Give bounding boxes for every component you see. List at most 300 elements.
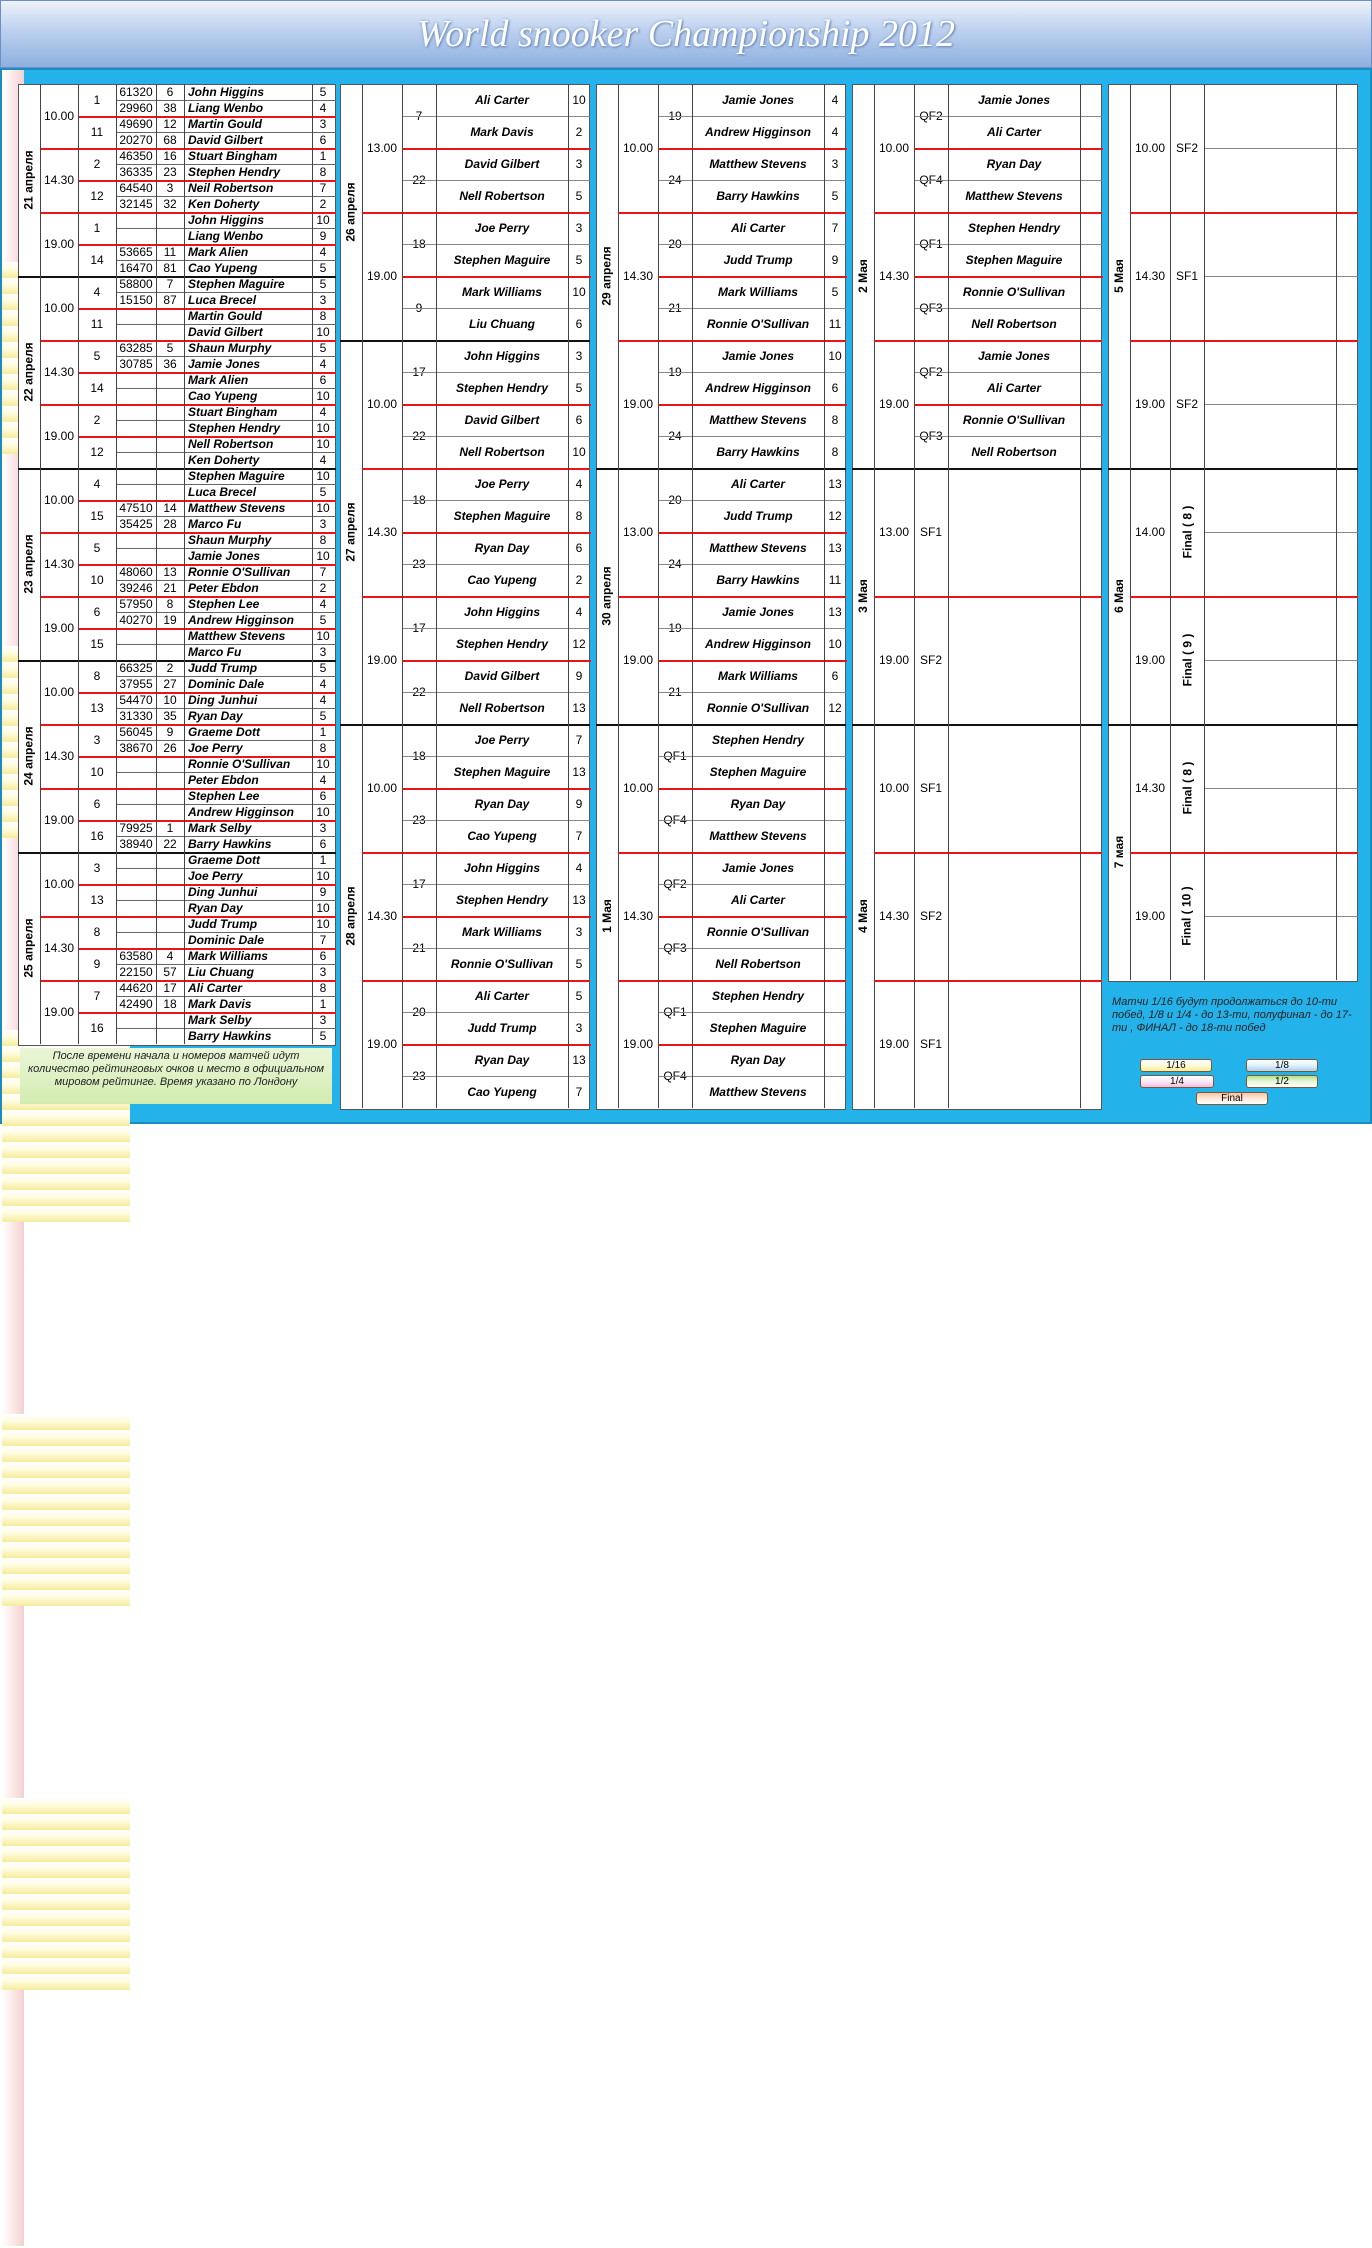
match-number: 19 bbox=[668, 621, 682, 635]
player-cell-bg bbox=[2, 1142, 130, 1158]
row-divider bbox=[618, 980, 846, 982]
date-label bbox=[596, 84, 618, 468]
frames-won: 9 bbox=[319, 885, 327, 899]
frames-won: 5 bbox=[319, 613, 327, 627]
time-cell: 19.00 bbox=[622, 653, 654, 667]
frames-won: 5 bbox=[319, 709, 327, 723]
frames-won: 4 bbox=[319, 453, 327, 467]
player-name: Barry Hawkins bbox=[188, 1029, 272, 1043]
player-name: Andrew Higginson bbox=[705, 637, 811, 651]
row-divider bbox=[116, 420, 336, 421]
row-divider bbox=[116, 292, 336, 293]
match-label: SF2 bbox=[1175, 397, 1198, 411]
frames-won: 6 bbox=[575, 541, 583, 555]
rating-points: 15150 bbox=[119, 293, 153, 307]
match-number: 8 bbox=[93, 669, 101, 683]
row-divider bbox=[116, 228, 336, 229]
rating-points: 44620 bbox=[119, 981, 153, 995]
time-cell: 19.00 bbox=[43, 621, 75, 635]
player-name: Stephen Maguire bbox=[709, 1021, 807, 1035]
player-name: Ali Carter bbox=[730, 221, 786, 235]
row-divider bbox=[40, 340, 336, 342]
match-number: QF1 bbox=[663, 1005, 687, 1019]
match-number: QF4 bbox=[919, 173, 943, 187]
world-rank: 38 bbox=[163, 101, 177, 115]
player-name: Jamie Jones bbox=[977, 93, 1051, 107]
row-divider bbox=[116, 612, 336, 613]
world-rank: 57 bbox=[163, 965, 177, 979]
match-number: 2 bbox=[93, 413, 101, 427]
match-number: 17 bbox=[412, 877, 426, 891]
player-name: Joe Perry bbox=[474, 221, 530, 235]
frames-won: 3 bbox=[319, 1013, 327, 1027]
date-label-label: 24 апреля bbox=[22, 726, 37, 786]
player-name: Stephen Maguire bbox=[965, 253, 1063, 267]
player-cell-bg bbox=[2, 1446, 130, 1462]
date-label-label: 29 апреля bbox=[600, 246, 615, 306]
row-divider bbox=[116, 996, 336, 997]
frames-won: 9 bbox=[319, 229, 327, 243]
frames-won: 3 bbox=[575, 157, 583, 171]
player-name: Ali Carter bbox=[474, 989, 530, 1003]
frames-won: 1 bbox=[319, 725, 327, 739]
date-cell bbox=[2, 1222, 24, 1414]
frames-won: 5 bbox=[319, 1029, 327, 1043]
row-divider bbox=[116, 740, 336, 741]
world-rank: 6 bbox=[166, 85, 174, 99]
row-divider bbox=[116, 772, 336, 773]
row-divider bbox=[658, 372, 846, 373]
frames-won: 12 bbox=[828, 509, 842, 523]
player-name: Barry Hawkins bbox=[188, 837, 272, 851]
player-cell-bg bbox=[2, 1558, 130, 1574]
row-divider bbox=[402, 532, 591, 534]
row-divider bbox=[658, 532, 847, 534]
player-name: Peter Ebdon bbox=[188, 773, 259, 787]
frames-won: 11 bbox=[828, 573, 842, 587]
time-cell: 14.30 bbox=[878, 909, 910, 923]
match-number: 24 bbox=[668, 173, 682, 187]
row-divider bbox=[40, 596, 336, 598]
world-rank: 22 bbox=[163, 837, 177, 851]
rating-points: 47510 bbox=[119, 501, 153, 515]
row-divider bbox=[658, 788, 847, 790]
match-number: SF1 bbox=[919, 781, 942, 795]
time-cell: 19.00 bbox=[43, 237, 75, 251]
player-name: Shaun Murphy bbox=[188, 533, 272, 547]
rating-points: 48060 bbox=[119, 565, 153, 579]
match-number: 17 bbox=[412, 621, 426, 635]
rating-points: 54470 bbox=[119, 693, 153, 707]
player-name: Joe Perry bbox=[474, 733, 530, 747]
frames-won: 4 bbox=[319, 693, 327, 707]
match-number: 12 bbox=[90, 445, 104, 459]
frames-won: 5 bbox=[575, 189, 583, 203]
row-divider bbox=[116, 1028, 336, 1029]
date-label bbox=[1108, 84, 1130, 468]
frames-won: 7 bbox=[319, 933, 327, 947]
player-name: Stephen Lee bbox=[188, 597, 260, 611]
time-cell: 14.30 bbox=[43, 557, 75, 571]
player-name: Ronnie O'Sullivan bbox=[706, 925, 810, 939]
match-number: 23 bbox=[412, 1069, 426, 1083]
column-divider bbox=[184, 84, 185, 1044]
date-label bbox=[340, 84, 362, 340]
row-divider bbox=[40, 148, 336, 150]
player-name: Luca Brecel bbox=[188, 293, 257, 307]
match-number: 5 bbox=[93, 541, 101, 555]
column-divider bbox=[1130, 84, 1131, 980]
column-divider bbox=[362, 84, 363, 1108]
player-name: Stephen Maguire bbox=[453, 253, 551, 267]
player-name: David Gilbert bbox=[464, 413, 540, 427]
world-rank: 18 bbox=[163, 997, 177, 1011]
player-cell-bg bbox=[2, 1190, 130, 1206]
player-cell-bg bbox=[2, 1462, 130, 1478]
player-name: Mark Alien bbox=[188, 245, 249, 259]
player-cell-bg bbox=[2, 1542, 130, 1558]
frames-won: 4 bbox=[575, 477, 583, 491]
row-divider bbox=[1204, 404, 1358, 405]
frames-won: 12 bbox=[828, 701, 842, 715]
player-name: Ryan Day bbox=[188, 901, 243, 915]
player-name: Ryan Day bbox=[730, 1053, 786, 1067]
player-cell-bg bbox=[2, 1174, 130, 1190]
match-number: 23 bbox=[412, 557, 426, 571]
match-number: 19 bbox=[668, 365, 682, 379]
column-divider bbox=[40, 84, 41, 1044]
row-divider bbox=[402, 692, 590, 693]
rules-note: Матчи 1/16 будут продолжаться до 10-ти побед, 1/8 и 1/4 - до 13-ти, полуфинал - до 17-ти , ФИНАЛ - до 18-ти побед bbox=[1112, 996, 1352, 1034]
row-divider bbox=[362, 980, 590, 982]
date-label bbox=[596, 724, 618, 1108]
legend-r2: 1/2 bbox=[1246, 1075, 1318, 1088]
world-rank: 87 bbox=[163, 293, 177, 307]
rating-points: 22150 bbox=[119, 965, 153, 979]
player-cell-bg bbox=[2, 1942, 130, 1958]
row-divider bbox=[658, 180, 846, 181]
frames-won: 5 bbox=[319, 85, 327, 99]
world-rank: 13 bbox=[163, 565, 177, 579]
match-number: QF2 bbox=[663, 877, 687, 891]
match-number: 20 bbox=[412, 1005, 426, 1019]
player-cell-bg bbox=[2, 1526, 130, 1542]
player-name: Stuart Bingham bbox=[188, 149, 278, 163]
player-cell-bg bbox=[2, 1814, 130, 1830]
date-label bbox=[596, 468, 618, 724]
player-name: Stephen Hendry bbox=[967, 221, 1060, 235]
date-label-label: 1 Мая bbox=[600, 899, 615, 933]
column-divider bbox=[874, 84, 875, 1108]
player-name: Nell Robertson bbox=[459, 189, 545, 203]
row-divider bbox=[116, 388, 336, 389]
match-number: 9 bbox=[415, 301, 423, 315]
column-divider bbox=[914, 84, 915, 1108]
world-rank: 81 bbox=[163, 261, 177, 275]
time-cell: 10.00 bbox=[622, 781, 654, 795]
row-divider bbox=[914, 116, 1102, 117]
date-label bbox=[18, 852, 40, 1044]
date-label-label: 25 апреля bbox=[22, 918, 37, 978]
row-divider bbox=[402, 500, 590, 501]
player-cell-bg bbox=[2, 1878, 130, 1894]
player-name: Jamie Jones bbox=[188, 549, 261, 563]
row-divider bbox=[658, 948, 846, 949]
frames-won: 5 bbox=[575, 381, 583, 395]
row-divider bbox=[402, 756, 590, 757]
row-divider bbox=[1130, 340, 1358, 342]
match-number: 16 bbox=[90, 1021, 104, 1035]
row-divider bbox=[658, 1012, 846, 1013]
time-cell: 19.00 bbox=[1134, 653, 1166, 667]
frames-won: 6 bbox=[575, 413, 583, 427]
match-number: 7 bbox=[93, 989, 101, 1003]
row-divider bbox=[658, 436, 846, 437]
row-divider bbox=[116, 516, 336, 517]
row-divider bbox=[116, 804, 336, 805]
frames-won: 4 bbox=[319, 357, 327, 371]
column-divider bbox=[1336, 84, 1337, 980]
player-name: Ronnie O'Sullivan bbox=[962, 413, 1066, 427]
rating-points: 49690 bbox=[119, 117, 153, 131]
match-number: 20 bbox=[668, 493, 682, 507]
player-name: Ryan Day bbox=[474, 1053, 530, 1067]
frames-won: 13 bbox=[572, 1053, 586, 1067]
frames-won: 10 bbox=[316, 629, 330, 643]
player-name: Ali Carter bbox=[188, 981, 243, 995]
rating-points: 46350 bbox=[119, 149, 153, 163]
frames-won: 9 bbox=[831, 253, 839, 267]
time-cell: 19.00 bbox=[43, 429, 75, 443]
legend-r4: 1/4 bbox=[1140, 1075, 1214, 1088]
match-number: 14 bbox=[90, 381, 104, 395]
player-name: Joe Perry bbox=[188, 741, 243, 755]
date-label-label: 4 Мая bbox=[856, 899, 871, 933]
frames-won: 8 bbox=[831, 445, 839, 459]
row-divider bbox=[914, 372, 1102, 373]
player-name: Jamie Jones bbox=[977, 349, 1051, 363]
frames-won: 10 bbox=[572, 285, 586, 299]
row-divider bbox=[116, 356, 336, 357]
row-divider bbox=[1130, 852, 1358, 854]
row-divider bbox=[40, 212, 336, 214]
frames-won: 3 bbox=[319, 965, 327, 979]
player-name: Stephen Maguire bbox=[188, 469, 285, 483]
rating-points: 20270 bbox=[119, 133, 153, 147]
rating-points: 31330 bbox=[119, 709, 153, 723]
player-name: Matthew Stevens bbox=[188, 629, 286, 643]
rating-points: 35425 bbox=[119, 517, 153, 531]
row-divider bbox=[116, 964, 336, 965]
frames-won: 12 bbox=[572, 637, 586, 651]
header-banner bbox=[0, 0, 1372, 68]
row-divider bbox=[116, 484, 336, 485]
player-cell-bg bbox=[2, 1126, 130, 1142]
time-cell: 10.00 bbox=[878, 141, 910, 155]
frames-won: 10 bbox=[316, 869, 330, 883]
column-divider bbox=[568, 84, 569, 1108]
row-divider bbox=[402, 308, 590, 309]
player-name: Stephen Hendry bbox=[711, 989, 804, 1003]
legend-r8: 1/8 bbox=[1246, 1059, 1318, 1072]
player-name: Barry Hawkins bbox=[716, 445, 800, 459]
frames-won: 4 bbox=[319, 597, 327, 611]
world-rank: 8 bbox=[166, 597, 174, 611]
frames-won: 13 bbox=[572, 893, 586, 907]
player-name: Marco Fu bbox=[188, 517, 242, 531]
player-name: Barry Hawkins bbox=[716, 189, 800, 203]
frames-won: 10 bbox=[316, 549, 330, 563]
match-number: 17 bbox=[412, 365, 426, 379]
player-name: Ronnie O'Sullivan bbox=[450, 957, 554, 971]
frames-won: 5 bbox=[319, 341, 327, 355]
player-cell-bg bbox=[2, 2246, 132, 2248]
frames-won: 9 bbox=[575, 669, 583, 683]
row-divider bbox=[658, 564, 846, 565]
player-name: Ronnie O'Sullivan bbox=[188, 757, 291, 771]
frames-won: 10 bbox=[316, 901, 330, 915]
world-rank: 9 bbox=[166, 725, 174, 739]
world-rank: 5 bbox=[166, 341, 174, 355]
frames-won: 6 bbox=[319, 837, 327, 851]
player-cell-bg bbox=[2, 1510, 130, 1526]
player-name: Martin Gould bbox=[188, 309, 262, 323]
rating-points: 58800 bbox=[119, 277, 153, 291]
time-cell: 14.30 bbox=[366, 525, 398, 539]
row-divider bbox=[40, 980, 336, 982]
player-name: Jamie Jones bbox=[721, 861, 795, 875]
match-number: 14 bbox=[90, 253, 104, 267]
player-name: Luca Brecel bbox=[188, 485, 257, 499]
frames-won: 10 bbox=[316, 389, 330, 403]
match-number: SF1 bbox=[919, 525, 942, 539]
date-label bbox=[18, 84, 40, 276]
row-divider bbox=[116, 100, 336, 101]
schedule-board bbox=[0, 68, 1372, 1124]
match-number: 18 bbox=[412, 749, 426, 763]
frames-won: 10 bbox=[316, 805, 330, 819]
match-number: 5 bbox=[93, 349, 101, 363]
frames-won: 10 bbox=[316, 421, 330, 435]
row-divider bbox=[658, 884, 846, 885]
player-cell-bg bbox=[2, 1862, 130, 1878]
player-name: Mark Selby bbox=[188, 1013, 252, 1027]
column-divider bbox=[1170, 84, 1171, 980]
world-rank: 36 bbox=[163, 357, 177, 371]
time-cell: 14.30 bbox=[43, 173, 75, 187]
row-divider bbox=[914, 180, 1102, 181]
player-name: Jamie Jones bbox=[721, 93, 795, 107]
frames-won: 8 bbox=[319, 533, 327, 547]
date-label bbox=[852, 468, 874, 724]
date-label-label: 27 апреля bbox=[344, 502, 359, 562]
row-divider bbox=[914, 244, 1102, 245]
world-rank: 35 bbox=[163, 709, 177, 723]
row-divider bbox=[874, 596, 1102, 598]
player-name: Andrew Higginson bbox=[705, 381, 811, 395]
world-rank: 27 bbox=[163, 677, 177, 691]
player-name: David Gilbert bbox=[188, 325, 263, 339]
row-divider bbox=[658, 308, 846, 309]
match-number: 15 bbox=[90, 509, 104, 523]
match-number: SF2 bbox=[919, 909, 942, 923]
frames-won: 4 bbox=[319, 405, 327, 419]
time-cell: 14.30 bbox=[622, 909, 654, 923]
row-divider bbox=[116, 676, 336, 677]
frames-won: 3 bbox=[831, 157, 839, 171]
frames-won: 2 bbox=[575, 573, 583, 587]
time-cell: 19.00 bbox=[366, 653, 398, 667]
frames-won: 4 bbox=[831, 125, 839, 139]
row-divider bbox=[1204, 148, 1358, 149]
world-rank: 32 bbox=[163, 197, 177, 211]
date-label bbox=[18, 276, 40, 468]
rating-points: 30785 bbox=[119, 357, 153, 371]
player-name: Liang Wenbo bbox=[188, 101, 264, 115]
date-label-label: 6 Мая bbox=[1112, 579, 1127, 613]
frames-won: 5 bbox=[831, 285, 839, 299]
match-label-label: Final ( 10 ) bbox=[1180, 886, 1194, 946]
row-divider bbox=[40, 916, 336, 918]
player-name: Ali Carter bbox=[474, 93, 530, 107]
player-name: Graeme Dott bbox=[188, 725, 261, 739]
row-divider bbox=[362, 468, 590, 470]
row-divider bbox=[40, 724, 336, 726]
frames-won: 5 bbox=[319, 277, 327, 291]
date-label bbox=[18, 468, 40, 660]
frames-won: 7 bbox=[575, 1085, 583, 1099]
player-cell-bg bbox=[2, 1926, 130, 1942]
world-rank: 7 bbox=[166, 277, 174, 291]
frames-won: 3 bbox=[575, 925, 583, 939]
row-divider bbox=[1204, 276, 1358, 277]
match-number: QF3 bbox=[919, 429, 943, 443]
row-divider bbox=[658, 1044, 847, 1046]
frames-won: 6 bbox=[319, 373, 327, 387]
rating-points: 40270 bbox=[119, 613, 153, 627]
frames-won: 4 bbox=[575, 605, 583, 619]
player-name: Ding Junhui bbox=[188, 885, 258, 899]
player-name: Mark Williams bbox=[462, 285, 542, 299]
row-divider bbox=[618, 340, 846, 342]
player-name: Matthew Stevens bbox=[709, 829, 807, 843]
time-cell: 19.00 bbox=[622, 1037, 654, 1051]
row-divider bbox=[658, 276, 847, 278]
match-number: 10 bbox=[90, 573, 104, 587]
player-name: Liu Chuang bbox=[469, 317, 535, 331]
frames-won: 4 bbox=[319, 245, 327, 259]
match-number: 22 bbox=[412, 173, 426, 187]
row-divider bbox=[402, 628, 590, 629]
date-label bbox=[852, 724, 874, 1108]
rating-points: 57950 bbox=[119, 597, 153, 611]
date-cell bbox=[2, 1606, 24, 1798]
time-cell: 14.30 bbox=[622, 269, 654, 283]
time-cell: 14.30 bbox=[878, 269, 910, 283]
match-number: 3 bbox=[93, 733, 101, 747]
match-label bbox=[1170, 852, 1204, 980]
frames-won: 13 bbox=[828, 541, 842, 555]
row-divider bbox=[874, 212, 1102, 214]
row-divider bbox=[402, 276, 591, 278]
date-label-label: 28 апреля bbox=[344, 886, 359, 946]
row-divider bbox=[116, 452, 336, 453]
row-divider bbox=[658, 148, 847, 150]
player-name: Nell Robertson bbox=[459, 701, 545, 715]
world-rank: 12 bbox=[163, 117, 177, 131]
match-number: 23 bbox=[412, 813, 426, 827]
player-name: Joe Perry bbox=[474, 477, 530, 491]
